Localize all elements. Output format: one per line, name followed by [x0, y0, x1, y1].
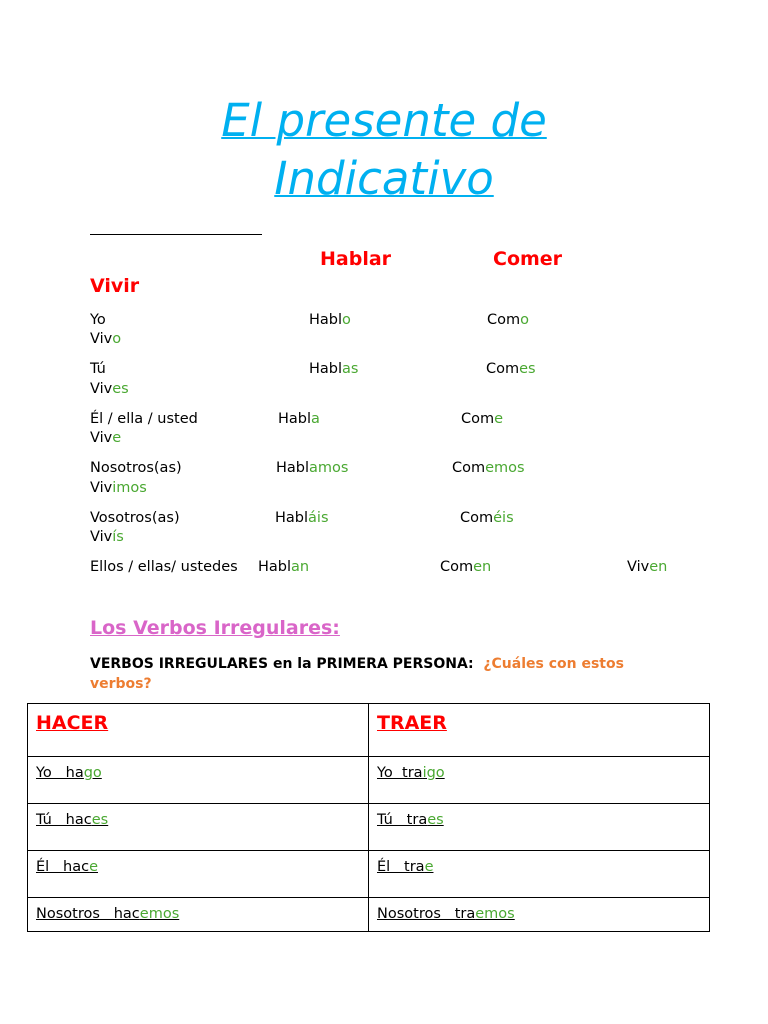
title-line-2: Indicativo [274, 152, 494, 205]
table-header-row [28, 704, 710, 757]
table-cell: Él trae [369, 851, 710, 898]
pronoun-ellos: Ellos / ellas/ ustedes [90, 559, 238, 575]
subtitle-question: ¿Cuáles con estos verbos? [90, 656, 624, 692]
irregular-verbs-heading: Los Verbos Irregulares: [90, 617, 340, 639]
form-comer-yo: Como [487, 312, 529, 328]
title-line-1: El presente de [221, 94, 547, 147]
form-hablar-tu: Hablas [309, 361, 359, 377]
pronoun-vosotros: Vosotros(as) [90, 510, 180, 526]
header-hacer: HACER [28, 704, 369, 757]
header-traer: TRAER [369, 704, 710, 757]
form-hablar-ellos: Hablan [258, 559, 310, 575]
form-comer-ellos: Comen [440, 559, 492, 575]
pronoun-el: Él / ella / usted [90, 411, 198, 427]
table-cell: Tú traes [369, 804, 710, 851]
table-row [28, 898, 710, 932]
verb-heading-hablar: Hablar [320, 248, 392, 270]
verb-heading-vivir: Vivir [90, 275, 140, 297]
page-title [0, 92, 768, 208]
divider-line [90, 234, 262, 235]
form-vivir-ellos: Viven [627, 559, 668, 575]
table-cell: Yo hago [28, 757, 369, 804]
form-hablar-el: Habla [278, 411, 320, 427]
table-row [28, 804, 710, 851]
table-row [28, 757, 710, 804]
form-comer-nosotros: Comemos [452, 460, 525, 476]
subtitle-text: VERBOS IRREGULARES en la PRIMERA PERSONA: [90, 656, 474, 672]
table-cell: Nosotros traemos [369, 898, 710, 932]
form-vivir-vosotros: Vivís [90, 529, 124, 545]
table-cell: Tú haces [28, 804, 369, 851]
table-cell: Yo traigo [369, 757, 710, 804]
pronoun-tu: Tú [90, 361, 106, 377]
form-vivir-yo: Vivo [90, 331, 122, 347]
pronoun-yo: Yo [90, 312, 106, 328]
irregular-subtitle [90, 654, 690, 694]
form-comer-vosotros: Coméis [460, 510, 514, 526]
pronoun-nosotros: Nosotros(as) [90, 460, 182, 476]
form-comer-el: Come [461, 411, 504, 427]
form-vivir-el: Vive [90, 430, 122, 446]
form-vivir-nosotros: Vivimos [90, 480, 147, 496]
form-vivir-tu: Vives [90, 381, 129, 397]
verb-heading-comer: Comer [493, 248, 563, 270]
table-cell: Nosotros hacemos [28, 898, 369, 932]
irregular-verbs-table [27, 703, 710, 932]
table-cell: Él hace [28, 851, 369, 898]
table-row [28, 851, 710, 898]
form-hablar-vosotros: Habláis [275, 510, 329, 526]
form-comer-tu: Comes [486, 361, 536, 377]
form-hablar-yo: Hablo [309, 312, 351, 328]
form-hablar-nosotros: Hablamos [276, 460, 349, 476]
